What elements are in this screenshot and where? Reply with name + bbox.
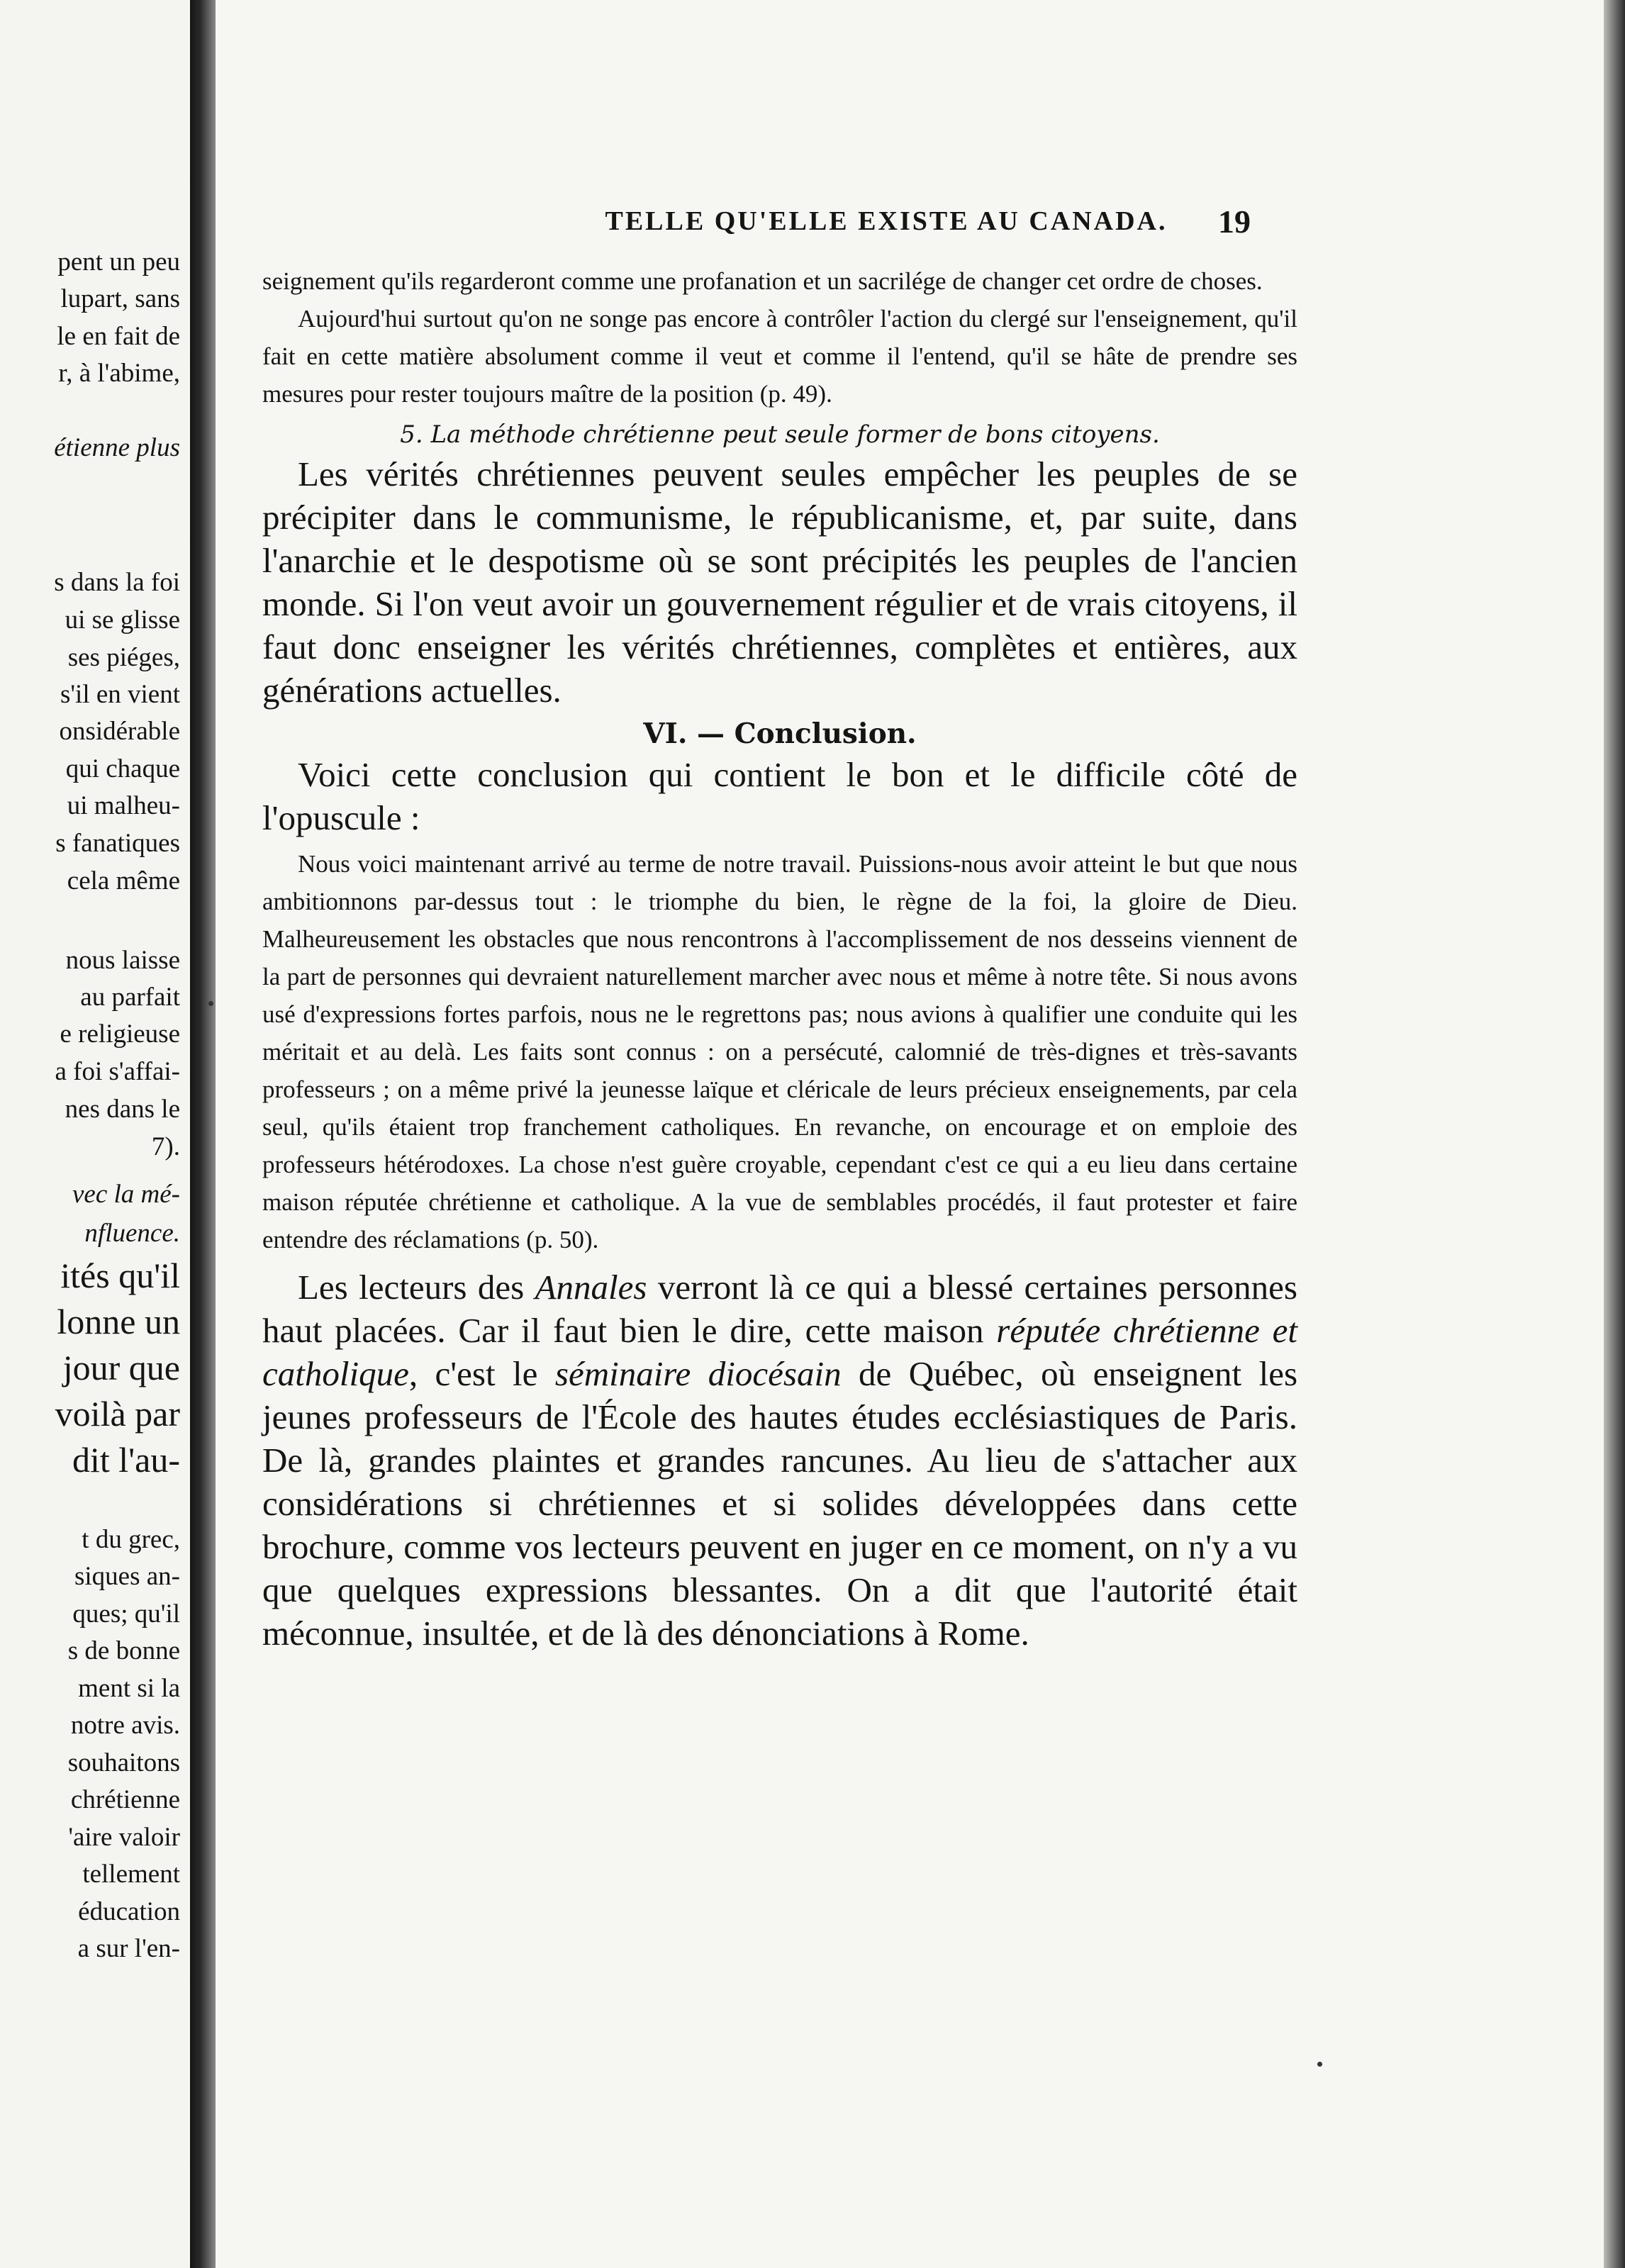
- left-page-line: tellement: [82, 1860, 180, 1889]
- left-page-line: r, à l'abime,: [58, 359, 180, 388]
- left-page-line: ités qu'il: [60, 1256, 180, 1295]
- left-page-line: nous laisse: [65, 946, 180, 975]
- left-page-line: 'aire valoir: [68, 1823, 180, 1852]
- left-page-line: jour que: [62, 1348, 180, 1387]
- italic-text: Annales: [535, 1268, 647, 1307]
- paragraph: Les vérités chrétiennes peuvent seules empêcher les peuples de se précipiter dans le communisme, le républicanisme, et, par suite, dans l'anarchie et le despotisme où se sont précipités les peuples de l'ancien monde. Si l'on veut avoir un gouvernement régulier et de vrais citoyens, il faut donc enseigner les vérités chrétiennes, complètes et entières, aux générations actuelles.: [262, 454, 1297, 710]
- left-page-line: a foi s'affai-: [55, 1057, 180, 1086]
- section-title: VI. — Conclusion.: [643, 717, 917, 750]
- left-page-line: au parfait: [80, 983, 180, 1012]
- page-edge-shadow: [1604, 0, 1625, 2268]
- left-page-line: s'il en vient: [60, 680, 180, 709]
- left-page-line: lupart, sans: [60, 284, 180, 313]
- book-gutter: [190, 0, 216, 2268]
- left-page-line: cela même: [67, 866, 180, 895]
- ink-speck: [1317, 2062, 1322, 2067]
- left-page-line: le en fait de: [57, 322, 180, 351]
- left-page-line: éducation: [78, 1897, 180, 1926]
- subheading: 5. La méthode chrétienne peut seule former de bons citoyens.: [400, 420, 1160, 449]
- left-page-line: ment si la: [78, 1674, 180, 1703]
- paragraph: Les lecteurs des Annales verront là ce qui a blessé certaines personnes haut placées. Car il faut bien le dire, cette maison réputée chrétienne et catholique, c'est le séminaire diocésain de Québec, où enseignent les jeunes professeurs de l'École des hautes études ecclésiastiques de Paris. De là, grandes plaintes et grandes rancunes. Au lieu de s'attacher aux considérations si chrétiennes et si solides développées dans cette brochure, comme vos lecteurs peuvent en juger en ce moment, on n'y a vu que quelques expressions blessantes. On a dit que l'autorité était méconnue, insultée, et de là des dénonciations à Rome.: [262, 1268, 1298, 1653]
- paragraph: Voici cette conclusion qui contient le bon et le difficile côté de l'opuscule :: [262, 755, 1297, 837]
- ink-speck: [208, 1001, 213, 1006]
- left-page-line: onsidérable: [59, 717, 180, 746]
- left-page-line: nes dans le: [65, 1095, 180, 1124]
- left-page-line: qui chaque: [65, 754, 180, 783]
- italic-text: séminaire diocésain: [554, 1354, 842, 1393]
- block-quote: Nous voici maintenant arrivé au terme de notre travail. Puissions-nous avoir atteint le but que nous ambitionnons par-dessus tout : le triomphe du bien, le règne de la foi, la gloire de Dieu. Malheureusement les obstacles que nous rencontrons à l'accomplissement de nos desseins viennent de la part de personnes qui devraient naturellement marcher avec nous et même à notre tête. Si nous avons usé d'expressions fortes parfois, nous ne le regrettons pas; nous avions à qualifier une conduite qui les méritait et au delà. Les faits sont connus : on a persécuté, calomnié de très-dignes et très-savants professeurs ; on a même privé la jeunesse laïque et cléricale de leurs précieux enseignements, par cela seul, qu'ils étaient trop franchement catholiques. En revanche, on encourage et on emploie des professeurs hétérodoxes. La chose n'est guère croyable, cependant c'est ce qui a eu lieu dans certaine maison réputée chrétienne et catholique. A la vue de semblables procédés, il faut protester et faire entendre des réclamations (p. 50).: [262, 850, 1297, 1253]
- paragraph: Aujourd'hui surtout qu'on ne songe pas encore à contrôler l'action du clergé sur l'enseignement, qu'il fait en cette matière absolument comme il veut et comme il l'entend, qu'il se hâte de prendre ses mesures pour rester toujours maître de la position (p. 49).: [262, 305, 1297, 408]
- left-page-line: s de bonne: [67, 1636, 180, 1665]
- left-page-line: ui malheu-: [67, 791, 180, 820]
- left-page-line: pent un peu: [57, 247, 180, 276]
- left-page-line: dit l'au-: [72, 1440, 180, 1480]
- left-page-line: s dans la foi: [54, 568, 180, 597]
- paragraph: seignement qu'ils regarderont comme une profanation et un sacrilége de changer cet ordre de choses.: [262, 267, 1263, 295]
- left-page-line: t du grec,: [82, 1525, 180, 1554]
- left-page-line: étienne plus: [54, 433, 180, 462]
- left-page-line: 7).: [151, 1132, 180, 1161]
- left-page-line: notre avis.: [70, 1711, 180, 1740]
- left-page-line: lonne un: [57, 1302, 180, 1341]
- main-text: [262, 262, 1297, 1655]
- left-page-line: nfluence.: [84, 1219, 180, 1248]
- left-page-line: ui se glisse: [65, 605, 180, 635]
- italic-text: réputée chrétienne et catholique: [262, 1311, 1297, 1393]
- previous-page-strip: [0, 0, 190, 2268]
- left-page-line: ses piéges,: [67, 643, 180, 672]
- left-page-line: e religieuse: [60, 1020, 180, 1049]
- left-page-line: ques; qu'il: [72, 1599, 180, 1629]
- running-title: TELLE QU'ELLE EXISTE AU CANADA.: [605, 206, 1168, 236]
- page-number: 19: [1218, 203, 1251, 240]
- left-page-line: chrétienne: [70, 1785, 180, 1814]
- left-page-line: s fanatiques: [55, 829, 180, 858]
- left-page-line: siques an-: [74, 1562, 180, 1591]
- left-page-line: voilà par: [55, 1394, 180, 1434]
- left-page-line: souhaitons: [67, 1748, 180, 1777]
- left-page-line: a sur l'en-: [77, 1934, 180, 1963]
- left-page-line: vec la mé-: [72, 1180, 180, 1209]
